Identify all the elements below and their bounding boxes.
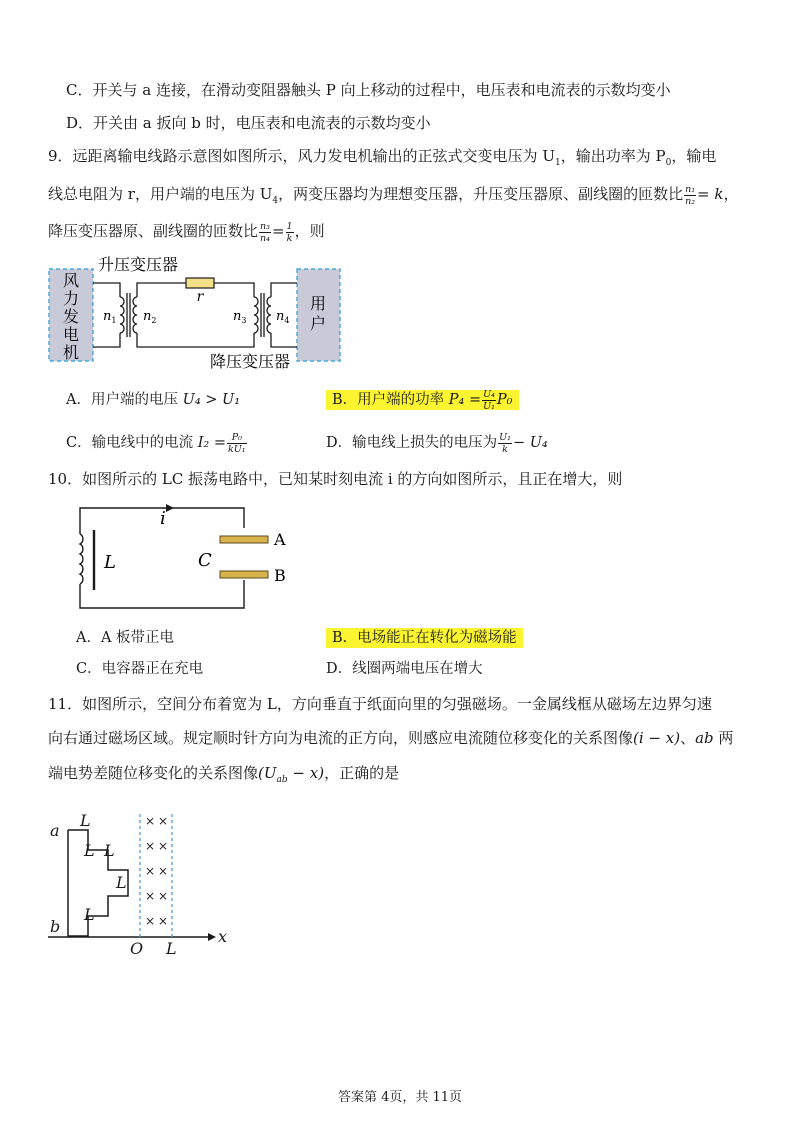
q9-option-c-math: I₂ = [197, 435, 227, 451]
plate-b-label: B [274, 566, 286, 585]
step-up-label: 升压变压器 [98, 255, 179, 274]
magnetic-field-diagram [44, 808, 234, 958]
generator-char: 发 [62, 307, 80, 326]
q9-stem-line3 [48, 216, 325, 246]
q11-sub: ab [276, 775, 288, 785]
field-cross: × [157, 814, 169, 828]
ratio2-num: n₃ [260, 220, 270, 232]
current-label: i [160, 508, 166, 529]
ratio1-fraction [684, 184, 696, 207]
resistor-r [186, 278, 214, 288]
q9-option-c[interactable] [66, 428, 248, 458]
field-cross: × [144, 864, 156, 878]
q9-option-c-fraction [227, 432, 247, 455]
q9-option-b-text: B．用户端的功率 [332, 392, 445, 408]
n4-label: $n_4$ [276, 309, 290, 325]
q11-stem-line2 [48, 728, 733, 748]
coil-n4 [267, 297, 271, 333]
frame-length-label: L [80, 811, 91, 830]
coil-n3 [254, 297, 258, 333]
wire [93, 283, 120, 297]
q9-option-d-fraction [498, 432, 512, 455]
q9-text: ， [723, 185, 739, 203]
fraction-num: U₁ [499, 431, 511, 443]
ratio2-fraction [259, 221, 271, 244]
prev-option-d: D．开关由 a 扳向 b 时，电压表和电流表的示数均变小 [66, 114, 431, 132]
q11-math: ab [695, 729, 714, 747]
ratio1-eq: = k [697, 185, 724, 203]
coil-n1 [120, 297, 124, 333]
q11-stem-line3 [48, 763, 399, 790]
q9-option-b[interactable] [326, 385, 519, 415]
ratio2-rden: k [286, 232, 293, 244]
q9-text: 降压变压器原、副线圈的匝数比 [48, 222, 259, 240]
q11-text: 端电势差随位移变化的关系图像 [48, 764, 259, 782]
q9-stem-line2 [48, 179, 739, 216]
capacitor-label: C [198, 550, 212, 571]
q9-option-d-tail: − U₄ [512, 435, 548, 451]
wire [214, 283, 254, 297]
ratio1-den: n₂ [685, 195, 696, 207]
capacitor-plate-b [220, 571, 268, 578]
fraction-den: U₁ [483, 400, 495, 412]
field-cross: × [157, 914, 169, 928]
q11-text: 、 [680, 729, 696, 747]
q11-math: − x) [287, 764, 325, 782]
generator-char: 风 [62, 271, 80, 290]
q9-option-b-highlight [326, 390, 519, 410]
frame-length-label: L [116, 873, 127, 892]
q9-text: 9．远距离输电线路示意图如图所示，风力发电机输出的正弦式交变电压为 U [48, 147, 555, 165]
ratio2-rnum: 1 [286, 220, 293, 232]
field-cross: × [157, 839, 169, 853]
point-a-label: a [50, 821, 60, 840]
q9-option-b-math: P₄ = [448, 392, 482, 408]
frame-length-label: L [84, 905, 95, 924]
q9-text: 线总电阻为 r，用户端的电压为 U [48, 185, 273, 203]
q9-sub: 0 [665, 158, 672, 168]
generator-char: 电 [62, 325, 80, 344]
x-axis-label: x [218, 927, 228, 946]
n2-label: $n_2$ [143, 309, 157, 325]
q10-option-b-highlight: B．电场能正在转化为磁场能 [326, 628, 523, 648]
fraction-num: P₀ [227, 432, 247, 444]
n1-label: $n_1$ [103, 309, 117, 325]
frame-length-label: L [84, 841, 95, 860]
q9-text: ，输电 [671, 147, 717, 165]
q10-option-c[interactable]: C．电容器正在充电 [76, 661, 204, 677]
q11-text: 两 [713, 729, 734, 747]
ratio1-num: n₁ [685, 183, 696, 195]
ratio2-eq: = [271, 222, 285, 240]
q9-option-a-text: A．用户端的电压 [66, 392, 178, 408]
q9-sub: 1 [554, 158, 561, 168]
q11-math: (i − x) [633, 729, 681, 747]
ratio2-den: n₄ [260, 232, 270, 244]
step-down-label: 降压变压器 [210, 352, 291, 371]
wire [271, 333, 297, 347]
user-char: 用 [309, 294, 327, 313]
q9-option-a[interactable] [66, 390, 240, 410]
q9-text: ，则 [294, 222, 325, 240]
q10-option-d[interactable]: D．线圈两端电压在增大 [326, 661, 483, 677]
fraction-den: k [502, 443, 508, 455]
origin-label: O [130, 939, 144, 958]
q9-option-b-fraction [482, 389, 496, 412]
q9-option-a-math: U₄ > U₁ [182, 392, 241, 408]
page-footer: 答案第 4页，共 11页 [337, 1090, 463, 1105]
wire [137, 283, 186, 297]
q9-option-d-text: D．输电线上损失的电压为 [326, 435, 498, 451]
current-arrow [166, 504, 174, 512]
fraction-den: kU₁ [228, 443, 246, 455]
coil-n2 [133, 297, 137, 333]
lc-circuit-diagram [70, 498, 300, 618]
q11-text: 向右通过磁场区域。规定顺时针方向为电流的正方向，则感应电流随位移变化的关系图像 [48, 729, 634, 747]
plate-a-label: A [274, 530, 286, 549]
q11-text: ，正确的是 [324, 764, 400, 782]
prev-option-c: C．开关与 a 连接，在滑动变阻器触头 P 向上移动的过程中，电压表和电流表的示数均变小 [66, 81, 671, 99]
q9-option-b-tail: P₀ [496, 392, 513, 408]
inductor-coil [80, 534, 83, 584]
transmission-diagram [40, 255, 360, 375]
field-cross: × [144, 889, 156, 903]
ratio2-value [286, 221, 294, 244]
generator-char: 机 [62, 343, 80, 362]
q10-option-b[interactable] [326, 628, 523, 648]
point-b-label: b [50, 917, 61, 936]
field-width-label: L [166, 939, 177, 958]
q9-sub: 4 [272, 196, 279, 206]
wire [271, 283, 297, 297]
field-cross: × [157, 889, 169, 903]
frame-length-label: L [104, 841, 115, 860]
q11-math: (U [258, 764, 277, 782]
fraction-num: U₄ [483, 388, 495, 400]
q9-option-c-text: C．输电线中的电流 [66, 435, 194, 451]
q10-option-a[interactable]: A．A 板带正电 [76, 630, 175, 646]
field-cross: × [144, 914, 156, 928]
field-cross: × [144, 814, 156, 828]
q9-text: ，两变压器均为理想变压器，升压变压器原、副线圈的匝数比 [278, 185, 684, 203]
n3-label: $n_3$ [233, 309, 247, 325]
q9-stem-line1 [48, 146, 716, 173]
inductor-label: L [104, 552, 116, 573]
wire [93, 333, 120, 347]
wire [80, 580, 244, 608]
field-cross: × [157, 864, 169, 878]
q9-option-d[interactable] [326, 428, 548, 458]
user-char: 户 [309, 314, 327, 333]
capacitor-plate-a [220, 536, 268, 543]
q11-stem-line1: 11．如图所示，空间分布着宽为 L，方向垂直于纸面向里的匀强磁场。一金属线框从磁场左边界匀速 [48, 695, 712, 713]
field-cross: × [144, 839, 156, 853]
generator-char: 力 [62, 289, 80, 308]
x-axis-arrow [208, 933, 216, 941]
wire [137, 333, 254, 347]
q9-text: ，输出功率为 P [560, 147, 666, 165]
resistor-label: r [196, 289, 204, 305]
q10-stem: 10．如图所示的 LC 振荡电路中，已知某时刻电流 i 的方向如图所示，且正在增大，则 [48, 470, 623, 488]
